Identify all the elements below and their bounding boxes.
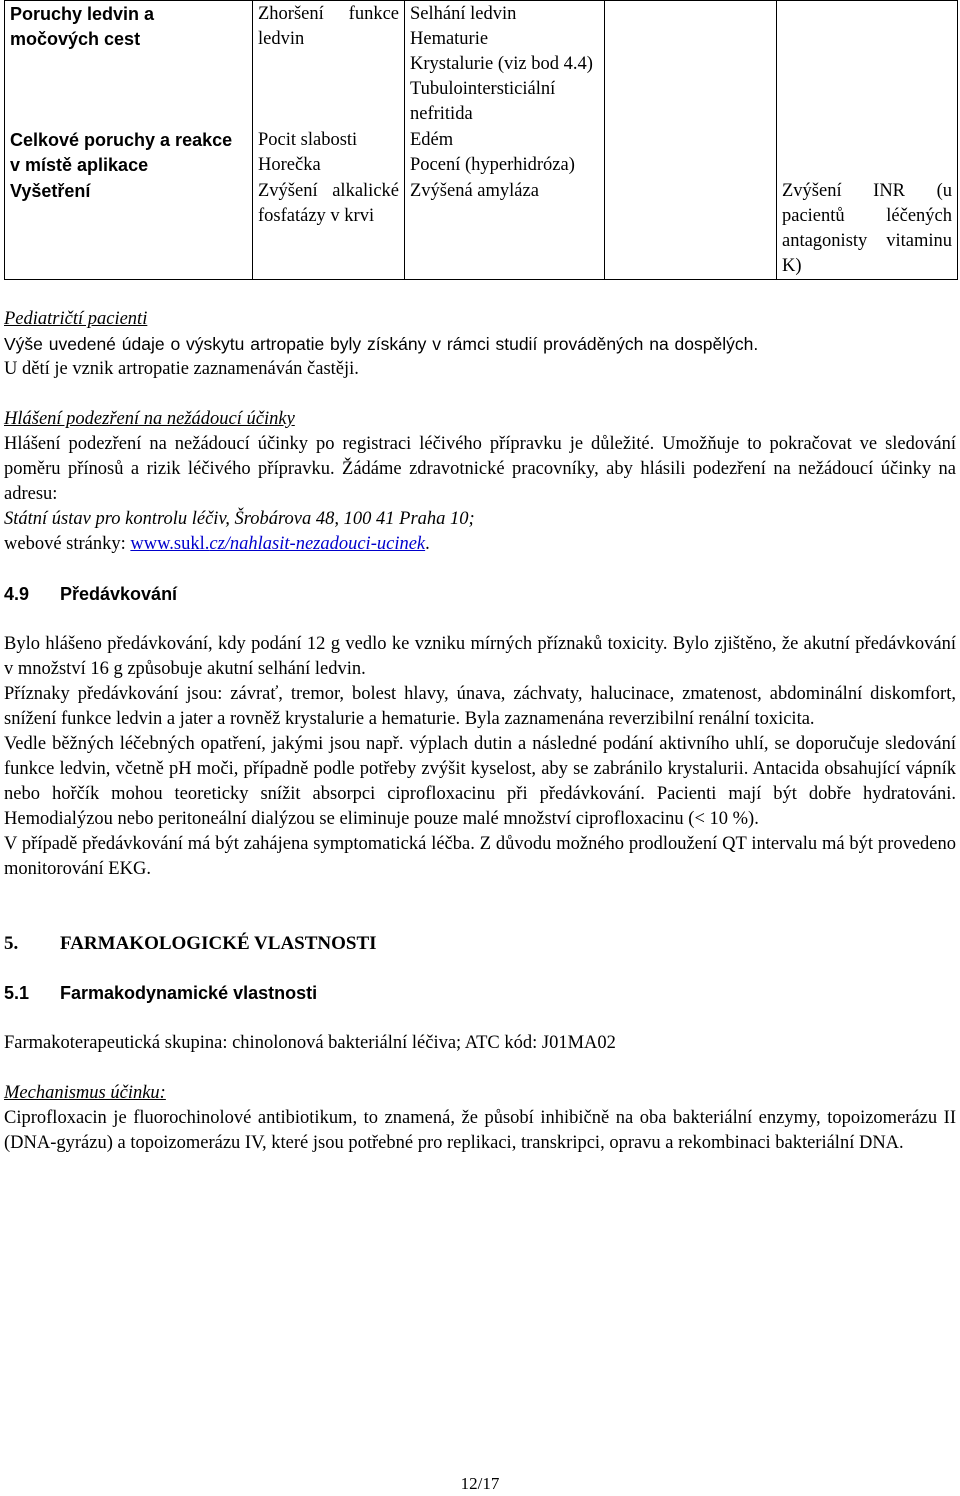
table-row (5, 127, 958, 178)
table-cell-soc: Celkové poruchy a reakce v místě aplikace (5, 127, 253, 178)
cell-line: Krystalurie (viz bod 4.4) (410, 54, 593, 74)
mechanism-heading: Mechanismus účinku: (4, 1083, 166, 1103)
table-cell (253, 1, 405, 128)
section5-heading (4, 931, 956, 956)
cell-line: Horečka (258, 155, 321, 175)
cell-line: Pocit slabosti (258, 130, 358, 150)
document-page (4, 0, 956, 1156)
web-link[interactable] (130, 534, 425, 554)
table-cell-soc: Vyšetření (5, 178, 253, 280)
section51-heading (4, 981, 956, 1006)
table-cell (777, 127, 958, 178)
pharmacotherapeutic-group: Farmakoterapeutická skupina: chinolonová bakteriální léčiva; ATC kód: J01MA02 (4, 1033, 616, 1053)
table-cell (777, 178, 958, 280)
table-cell (405, 127, 605, 178)
section-number: 5. (4, 933, 19, 954)
reporting-heading: Hlášení podezření na nežádoucí účinky (4, 409, 295, 429)
section-number: 4.9 (4, 584, 30, 604)
pediatric-text-1: Výše uvedené údaje o výskytu artropatie byly získány v rámci studií prováděných na dospělých. (4, 334, 759, 354)
table-cell-soc: Poruchy ledvin a močových cest (5, 1, 253, 128)
table-cell (253, 127, 405, 178)
cell-line: Pocení (hyperhidróza) (410, 155, 575, 175)
table-cell (605, 178, 777, 280)
reporting-web (4, 532, 956, 557)
cell-line: Zvýšení alkalické fosfatázy v krvi (258, 181, 399, 226)
reporting-text: Hlášení podezření na nežádoucí účinky po registraci léčivého přípravku je důležité. Umožňuje to pokračovat ve sledování poměru přínosů a rizik léčivého přípravku. Žádáme zdravotnické pracovníky, aby hlásili podezření na nežádoucí účinky na adresu: (4, 434, 956, 504)
page-number: 12/17 (460, 1474, 500, 1493)
overdose-p2: Příznaky předávkování jsou: závrať, tremor, bolest hlavy, únava, záchvaty, halucinace, zmatenost, abdominální diskomfort, snížení funkce ledvin a jater a rovněž krystalurie a hematurie. Byla zaznamenána reverzibilní renální toxicita. (4, 684, 956, 729)
cell-line: Hematurie (410, 29, 489, 49)
cell-line: Selhání ledvin (410, 4, 517, 24)
overdose-p3: Vedle běžných léčebných opatření, jakými jsou např. výplach dutin a následné podání aktivního uhlí, se doporučuje sledování funkce ledvin, včetně pH moči, případně podle potřeby zvýšit kyselost, aby se zabránilo krystalurii. Antacida obsahující vápník nebo hořčík mohou teoreticky snížit absorpci ciprofloxacinu při předávkování. Pacienti mají být dobře hydratováni. Hemodialýzou nebo peritoneální dialýzou se eliminuje pouze malé množství ciprofloxacinu (< 10 %). (4, 734, 956, 829)
web-label: webové stránky: (4, 534, 131, 554)
table-cell (605, 1, 777, 128)
adverse-effects-table (4, 0, 958, 280)
table-cell (405, 178, 605, 280)
web-link-part[interactable]: cz/nahlasit-nezadouci-ucinek (209, 534, 426, 554)
mechanism-text: Ciprofloxacin je fluorochinolové antibiotikum, to znamená, že působí inhibičně na oba bakteriální enzymy, topoizomerázu II (DNA-gyrázu) a topoizomerázu IV, které jsou potřebné pro replikaci, transkripci, opravu a rekombinaci bakteriální DNA. (4, 1108, 956, 1153)
table-cell (605, 127, 777, 178)
table-cell (405, 1, 605, 128)
web-end: . (425, 534, 430, 554)
web-link-part[interactable]: www.sukl. (130, 534, 210, 554)
table-cell (253, 178, 405, 280)
section-title: Předávkování (60, 584, 178, 604)
overdose-p1: Bylo hlášeno předávkování, kdy podání 12 g vedlo ke vzniku mírných příznaků toxicity. Bylo zjištěno, že akutní předávkování v množství 16 g způsobuje akutní selhání ledvin. (4, 634, 956, 679)
table-row (5, 178, 958, 280)
section-title: FARMAKOLOGICKÉ VLASTNOSTI (60, 933, 377, 954)
section-title: Farmakodynamické vlastnosti (60, 983, 318, 1003)
cell-line: Zvýšená amyláza (410, 181, 539, 201)
table-row (5, 1, 958, 128)
overdose-p4: V případě předávkování má být zahájena symptomatická léčba. Z důvodu možného prodloužení QT intervalu má být provedeno monitorování EKG. (4, 834, 956, 879)
table-cell (777, 1, 958, 128)
cell-line: Edém (410, 130, 454, 150)
reporting-address: Státní ústav pro kontrolu léčiv, Šrobárova 48, 100 41 Praha 10; (4, 509, 475, 529)
pediatric-text-2: U dětí je vznik artropatie zaznamenáván častěji. (4, 359, 359, 379)
cell-line: Zvýšení INR (u pacientů léčených antagonisty vitaminu K) (782, 181, 952, 276)
pediatric-text (4, 332, 956, 357)
cell-line: Tubulointersticiální nefritida (410, 79, 556, 124)
cell-line: Zhoršení funkce ledvin (258, 4, 399, 49)
section-number: 5.1 (4, 983, 30, 1003)
overdose-heading (4, 582, 956, 607)
pediatric-heading: Pediatričtí pacienti (4, 309, 148, 329)
